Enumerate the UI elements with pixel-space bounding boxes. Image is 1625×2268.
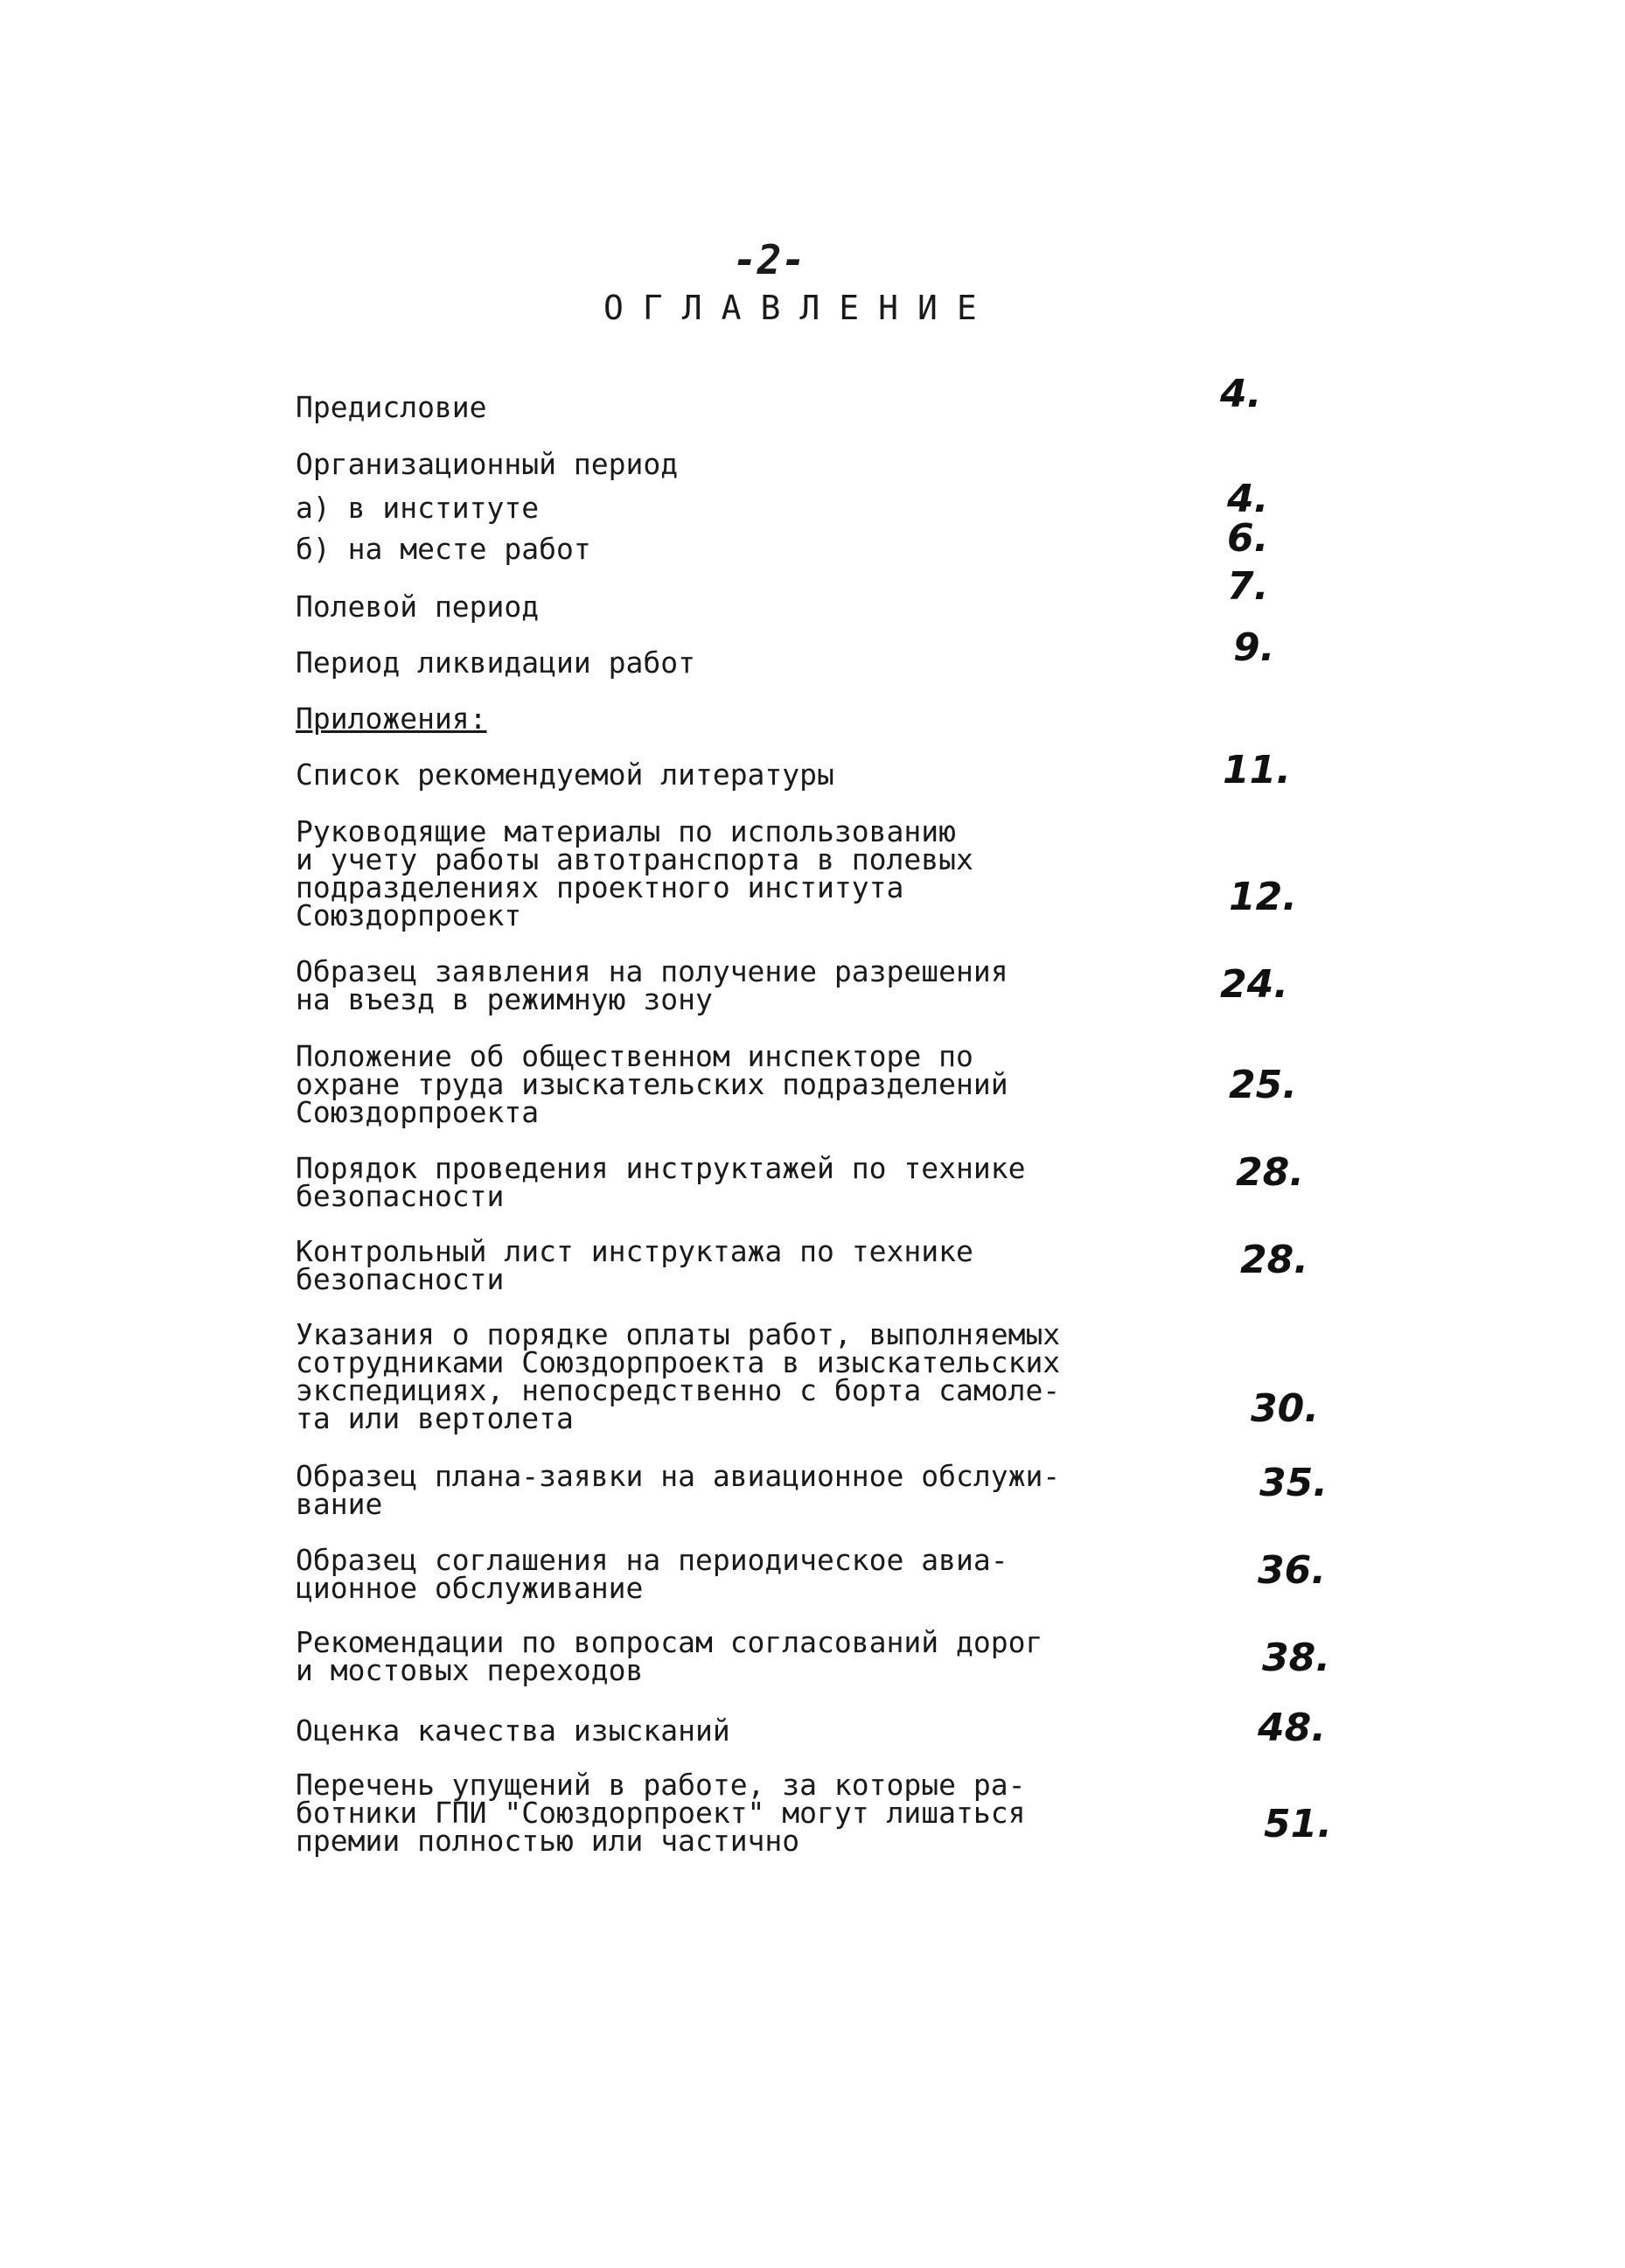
toc-entry-text: а) в институте <box>296 491 540 525</box>
toc-entry-text: Указания о порядке оплаты работ, выполняемых сотрудниками Союздорпроекта в изыскательских экспедициях, непосредственно с борта самоле- та или вертолета <box>296 1317 1061 1435</box>
toc-entry-page: 25. <box>1229 1063 1297 1107</box>
toc-entry-page: 38. <box>1262 1636 1330 1680</box>
toc-entry-text: Предисловие <box>296 390 487 424</box>
toc-entry-text: Образец заявления на получение разрешения на въезд в режимную зону <box>296 954 1008 1016</box>
toc-entry-text: Период ликвидации работ <box>296 646 695 680</box>
toc-entry-page: 4. <box>1227 477 1269 521</box>
toc-entry-page: 11. <box>1223 748 1291 792</box>
toc-entry-text: б) на месте работ <box>296 532 591 566</box>
toc-entry-page: 30. <box>1251 1386 1319 1431</box>
toc-entry-page: 24. <box>1220 962 1288 1007</box>
toc-entry-page: 9. <box>1233 625 1275 670</box>
toc-entry-page: 4. <box>1220 372 1262 416</box>
toc-entry-text: Образец плана-заявки на авиационное обслужи- вание <box>296 1459 1061 1521</box>
toc-entry-page: 6. <box>1227 516 1269 561</box>
toc-entry-text: Оценка качества изысканий <box>296 1713 730 1748</box>
toc-entry-page: 36. <box>1258 1548 1326 1593</box>
toc-entry-page: 51. <box>1264 1802 1332 1846</box>
toc-entry-text: Список рекомендуемой литературы <box>296 757 834 792</box>
toc-entry-page: 28. <box>1240 1238 1308 1282</box>
toc-entry-page: 7. <box>1227 564 1269 609</box>
toc-entry-text: Образец соглашения на периодическое авиа- ционное обслуживание <box>296 1543 1008 1605</box>
page-title: ОГЛАВЛЕНИЕ <box>603 289 996 327</box>
toc-entry-page: 48. <box>1258 1706 1326 1750</box>
toc-entry-page: 28. <box>1236 1150 1304 1195</box>
toc-entry-text: Рекомендации по вопросам согласований дорог и мостовых переходов <box>296 1625 1043 1687</box>
toc-entry-text: Руководящие материалы по использованию и учету работы автотранспорта в полевых подразделениях проектного института Союздорпроект <box>296 814 973 932</box>
toc-entry-text: Порядок проведения инструктажей по технике безопасности <box>296 1151 1026 1213</box>
toc-entry-text: Контрольный лист инструктажа по технике безопасности <box>296 1234 973 1296</box>
appendices-heading: Приложения: <box>296 701 487 736</box>
toc-entry-text: Положение об общественном инспекторе по охране труда изыскательских подразделений Союздорпроекта <box>296 1039 1008 1129</box>
toc-entry-text: Организационный период <box>296 447 679 481</box>
toc-entry-page: 12. <box>1229 875 1297 919</box>
toc-entry-page: 35. <box>1259 1461 1328 1505</box>
toc-entry-text: Перечень упущений в работе, за которые ра- ботники ГПИ "Союздорпроект" могут лишаться премии полностью или частично <box>296 1768 1026 1858</box>
page-number: -2- <box>733 236 806 283</box>
toc-entry-text: Полевой период <box>296 590 540 624</box>
